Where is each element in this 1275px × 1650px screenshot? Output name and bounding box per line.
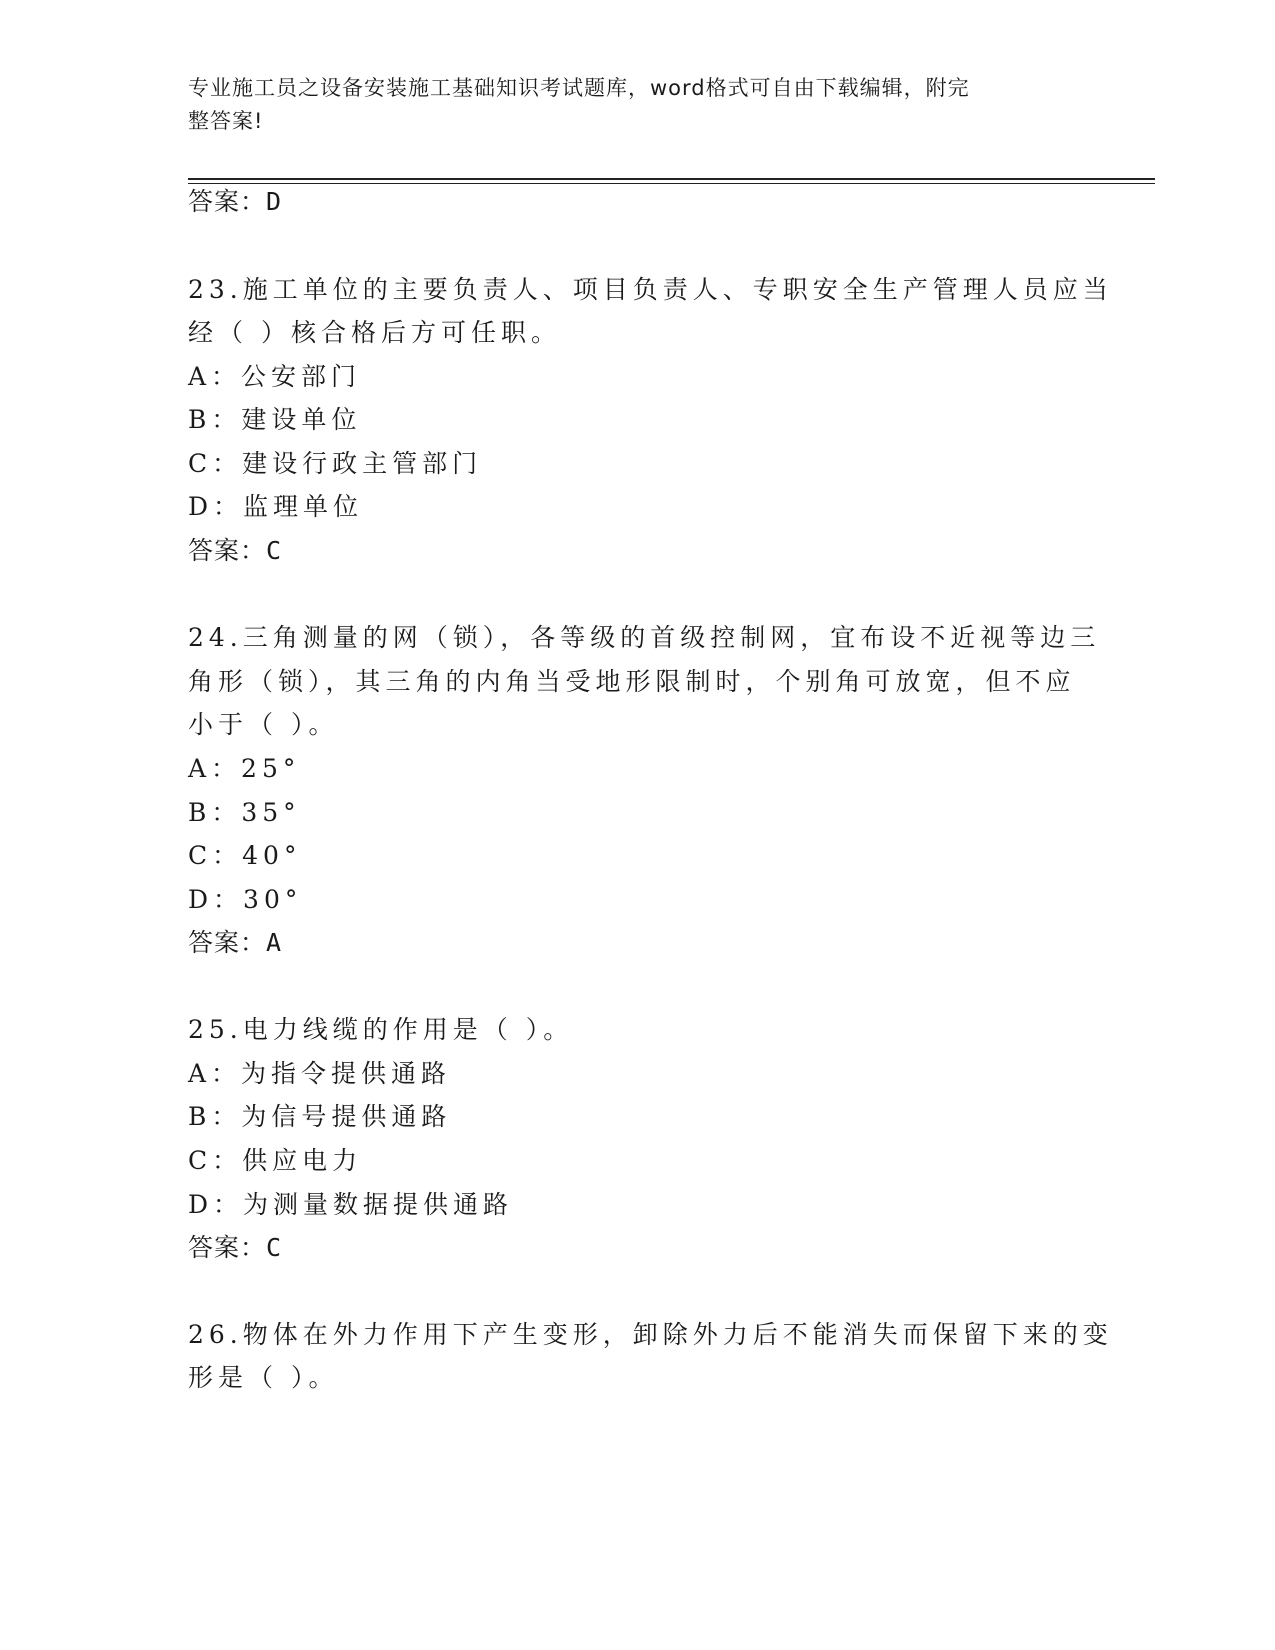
- q24-stem-line-3: 小于（ ）。: [188, 710, 339, 739]
- q24-stem-line-2: 角形（锁），其三角的内角当受地形限制时，个别角可放宽，但不应: [188, 667, 1076, 696]
- header-divider-thin: [188, 183, 1155, 184]
- q23-option-c: C：建设行政主管部门: [188, 449, 483, 478]
- q24-stem-line-1: 24.三角测量的网（锁），各等级的首级控制网，宜布设不近视等边三: [188, 623, 1101, 652]
- q23-option-b: B：建设单位: [188, 405, 362, 434]
- answer-label: 答案：: [188, 536, 267, 565]
- q26-stem-line-1: 26.物体在外力作用下产生变形，卸除外力后不能消失而保留下来的变: [188, 1320, 1113, 1349]
- page-header: [188, 72, 1068, 138]
- q25-option-c: C：供应电力: [188, 1146, 363, 1175]
- header-divider-thick: [188, 178, 1155, 180]
- answer-label: 答案：: [188, 1233, 267, 1262]
- q24-option-c: C：40°: [188, 841, 302, 870]
- q23-stem-line-2: 经（ ）核合格后方可任职。: [188, 318, 561, 347]
- answer-label: 答案：: [188, 928, 267, 957]
- q25-answer: [188, 1232, 282, 1264]
- q24-option-b: B：35°: [188, 798, 301, 827]
- header-line-2: 整答案!: [188, 109, 264, 133]
- header-line-1: 专业施工员之设备安装施工基础知识考试题库，word格式可自由下载编辑，附完: [188, 76, 970, 100]
- q25-stem-line-1: 25.电力线缆的作用是（ ）。: [188, 1015, 574, 1044]
- q25-option-a: A：为指令提供通路: [188, 1059, 452, 1088]
- q25-option-d: D：为测量数据提供通路: [188, 1190, 514, 1219]
- q24-option-a: A：25°: [188, 754, 301, 783]
- answer-value: C: [266, 1233, 283, 1262]
- q23-option-a: A：公安部门: [188, 362, 362, 391]
- q24-option-d: D：30°: [188, 885, 303, 914]
- q23-option-d: D：监理单位: [188, 492, 364, 521]
- q25-option-b: B：为信号提供通路: [188, 1102, 452, 1131]
- q26-stem-line-2: 形是（ ）。: [188, 1363, 339, 1392]
- answer-prev: [188, 186, 282, 218]
- q23-answer: [188, 535, 282, 567]
- answer-value: C: [266, 536, 283, 565]
- q23-stem-line-1: 23.施工单位的主要负责人、项目负责人、专职安全生产管理人员应当: [188, 275, 1113, 304]
- answer-label: 答案：: [188, 187, 267, 216]
- answer-value: D: [266, 187, 283, 216]
- answer-value: A: [266, 928, 283, 957]
- q24-answer: [188, 927, 282, 959]
